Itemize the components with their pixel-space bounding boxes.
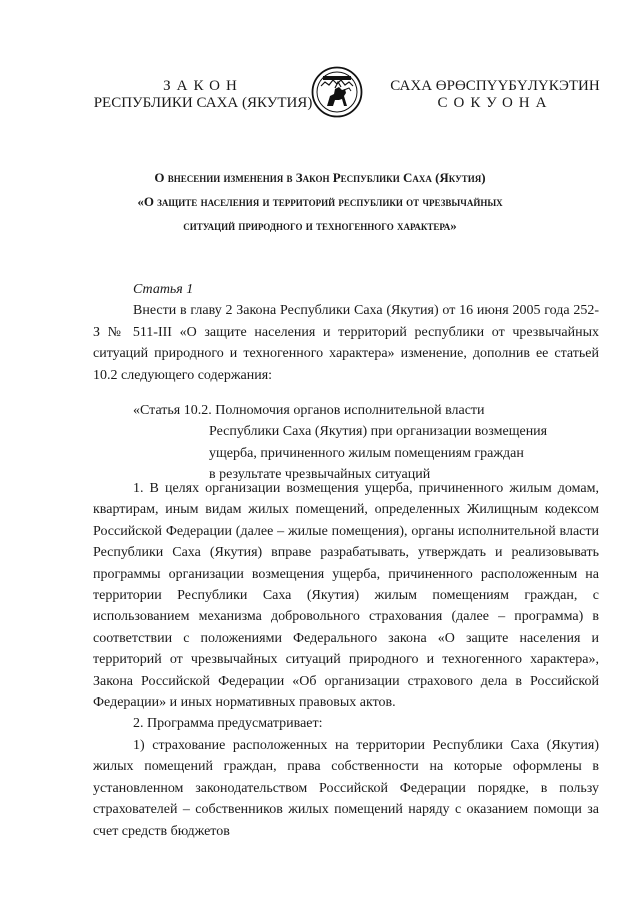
header-left-subtitle: РЕСПУБЛИКИ САХА (ЯКУТИЯ) (93, 95, 313, 111)
title-line-2: «О защите населения и территорий республики от чрезвычайных (137, 194, 503, 209)
new-article-heading-line-4: в результате чрезвычайных ситуаций (209, 467, 431, 483)
header-right (380, 78, 610, 112)
new-article-heading (133, 400, 547, 486)
title-line-3: ситуаций природного и техногенного характера» (183, 218, 457, 233)
header-right-subtitle: СОКУОНА (437, 95, 553, 111)
document-title (60, 166, 580, 238)
paragraph-2: 2. Программа предусматривает: (133, 716, 323, 732)
intro-paragraph: Внести в главу 2 Закона Республики Саха (Якутия) от 16 июня 2005 года 252-З № 511-III «О защите населения и территорий республики от чрезвычайных ситуаций природного и техногенного характера» изменение, дополнив ее статьей 10.2 следующего содержания: (93, 303, 599, 383)
header-left-title: ЗАКОН (163, 78, 243, 94)
header-right-title: САХА ӨРӨСПҮҮБҮЛҮКЭТИН (390, 78, 600, 94)
new-article-heading-line-3: ущерба, причиненного жилым помещениям граждан (209, 445, 524, 461)
new-article-heading-line-1: «Статья 10.2. Полномочия органов исполнительной власти (133, 403, 485, 418)
header-left (88, 78, 318, 112)
article-label: Статья 1 (133, 282, 194, 297)
coat-of-arms-icon (311, 66, 363, 118)
paragraph-1: 1. В целях организации возмещения ущерба, причиненного жилым домам, квартирам, иным видам жилых помещений, определенных Жилищным кодексом Российской Федерации (далее – жилые помещения), органы исполнительной власти Республики Саха (Якутия) вправе разрабатывать, утверждать и реализовывать программы организации возмещения ущерба, причиненного расположенным на территории Республики Саха (Якутия) жилым помещениям граждан, с использованием механизма добровольного страхования (далее – программа) в соответствии с положениями Федерального закона «О защите населения и территорий от чрезвычайных ситуаций природного и техногенного характера», Закона Российской Федерации «Об организации страхового дела в Российской Федерации» и иных нормативных правовых актов. (93, 481, 599, 711)
new-article-heading-line-2: Республики Саха (Якутия) при организации возмещения (209, 424, 548, 440)
title-line-1: О внесении изменения в Закон Республики Саха (Якутия) (154, 170, 486, 185)
main-text (93, 478, 599, 842)
paragraph-3: 1) страхование расположенных на территории Республики Саха (Якутия) жилых помещений граждан, права собственности на которые оформлены в установленном законодательством Российской Федерации порядке, в пользу страхователей – собственников жилых помещений наряду с оказанием помощи за счет средств бюджетов (93, 737, 599, 839)
article-block (93, 279, 599, 386)
